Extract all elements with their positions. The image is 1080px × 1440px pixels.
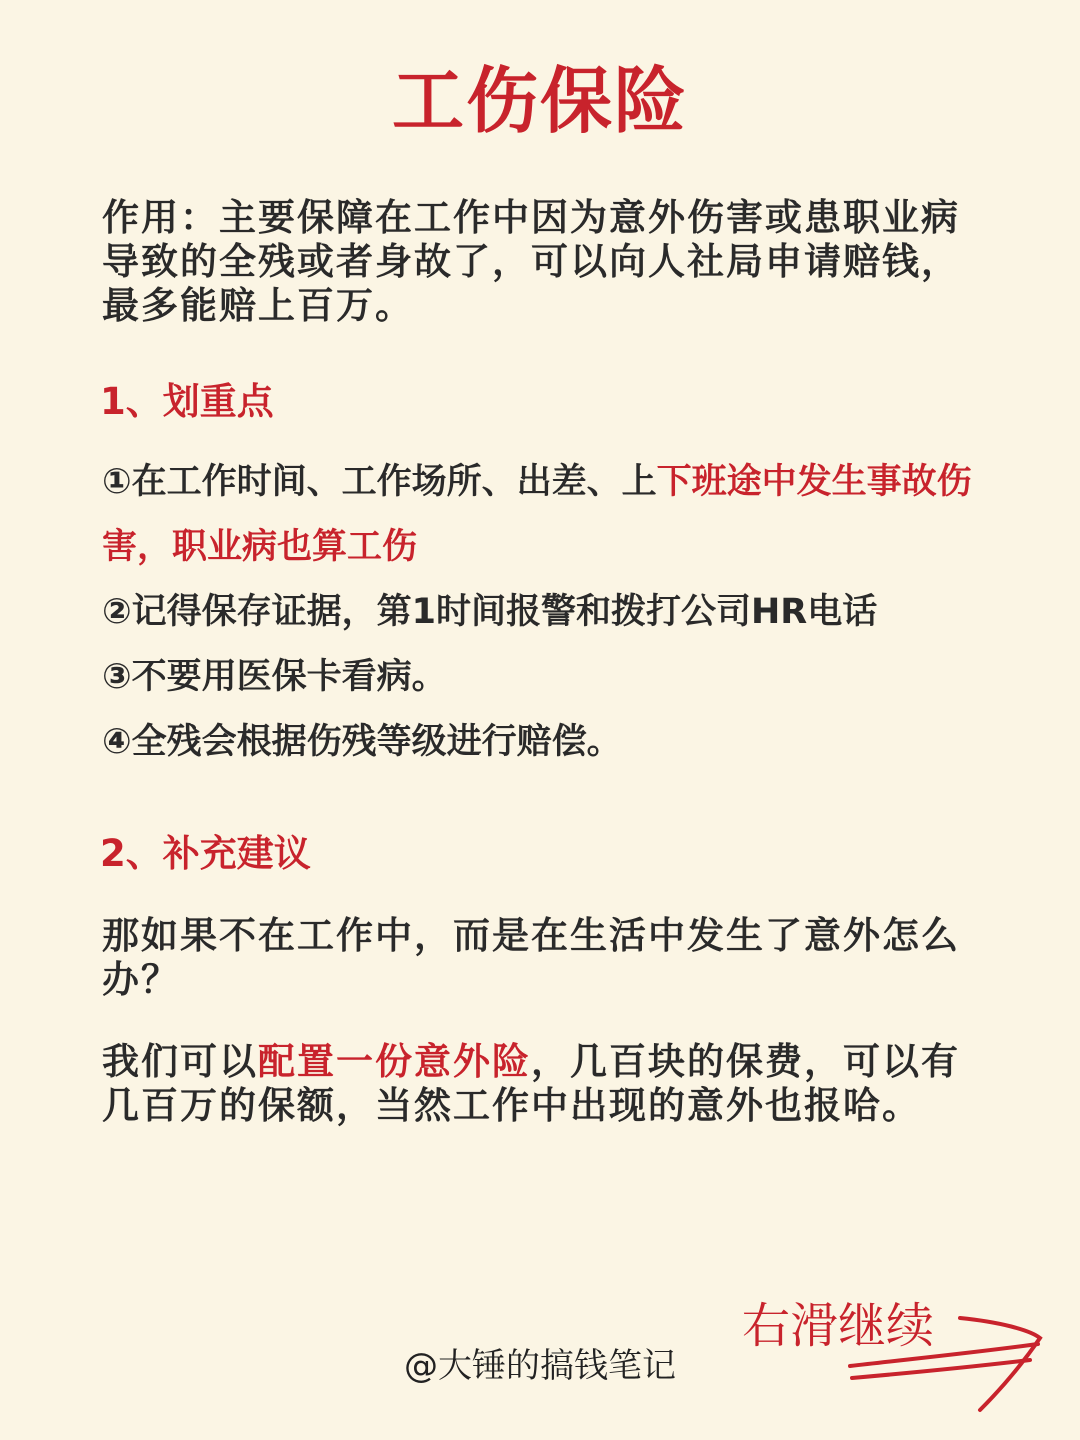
key-point-1-highlight: 下班途中发生事故伤害，职业病也算工伤 [102, 462, 972, 567]
section-heading-key-points: 1、划重点 [100, 380, 274, 423]
key-point-3: ③不要用医保卡看病。 [102, 657, 447, 697]
key-point-1-text: ①在工作时间、工作场所、出差、上 [102, 462, 657, 502]
suggestion-question: 那如果不在工作中，而是在生活中发生了意外怎么办？ [102, 914, 960, 1001]
page-title: 工伤保险 [391, 58, 688, 143]
key-point-1 [102, 450, 982, 580]
author-handle: @大锤的搞钱笔记 [404, 1346, 676, 1386]
swipe-arrow-icon [840, 1300, 1060, 1420]
key-point-4: ④全残会根据伤残等级进行赔偿。 [102, 722, 622, 762]
intro-paragraph: 作用：主要保障在工作中因为意外伤害或患职业病导致的全残或者身故了，可以向人社局申请赔钱，最多能赔上百万。 [102, 196, 960, 327]
suggestion-answer-text-a: 我们可以 [102, 1040, 258, 1083]
swipe-hint: 右滑继续 [742, 1298, 935, 1354]
suggestion-answer-text-b: ，几百块的保费，可以有几百万的保额，当然工作中出现的意外也报哈。 [102, 1040, 960, 1127]
section-heading-suggestions: 2、补充建议 [100, 832, 311, 875]
key-points-list [102, 450, 982, 775]
suggestion-answer [102, 1040, 982, 1128]
key-point-2: ②记得保存证据，第1时间报警和拨打公司HR电话 [102, 592, 878, 632]
suggestion-answer-highlight: 配置一份意外险 [258, 1040, 531, 1083]
